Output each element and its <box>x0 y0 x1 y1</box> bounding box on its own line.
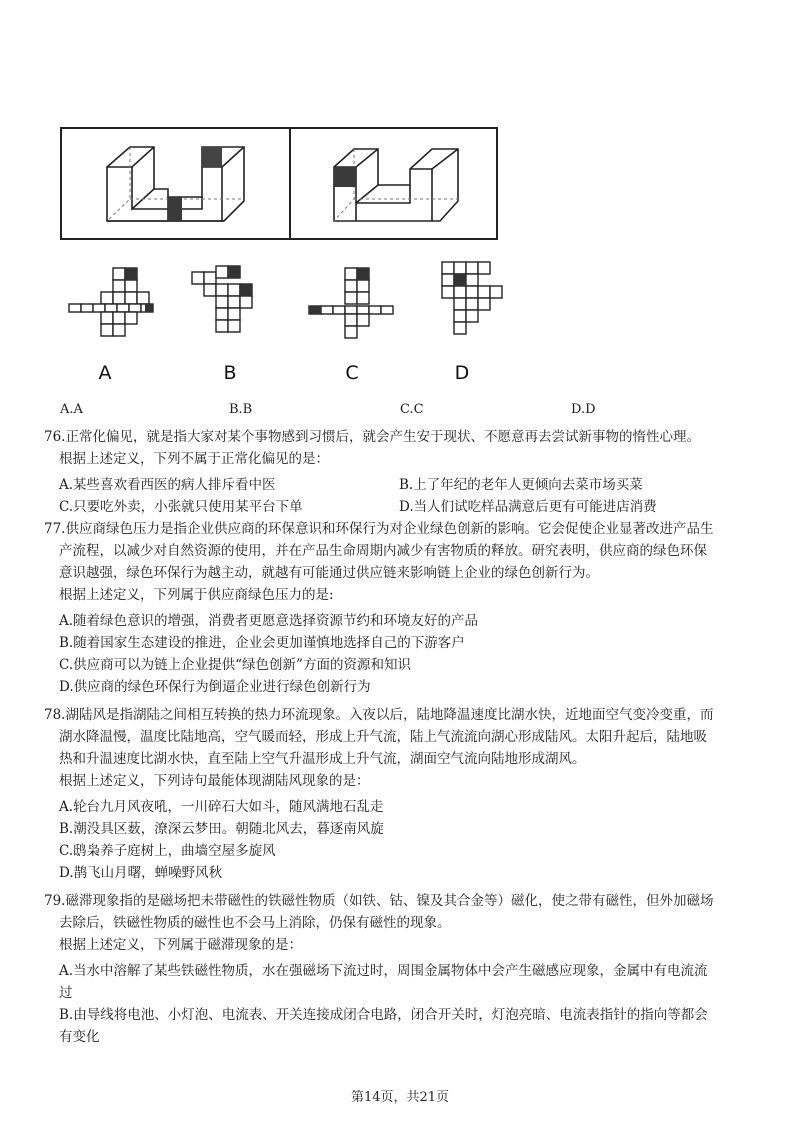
question-stem-line: 79.磁滞现象指的是磁场把未带磁性的铁磁性物质（如铁、钴、镍及其合金等）磁化，使之带有磁性，但外加磁场 <box>44 893 714 909</box>
option-c[interactable]: C.只要吃外卖，小张就只使用某平台下单 <box>59 499 303 515</box>
question-stem-line: 去除后，铁磁性物质的磁性也不会马上消除，仍保有磁性的现象。 <box>59 915 451 931</box>
option-d[interactable]: D.当人们试吃样品满意后更有可能进店消费 <box>399 499 657 515</box>
option-b[interactable]: B.潮没具区薮，潦深云梦田。朝随北风去，暮逐南风旋 <box>59 821 384 837</box>
question-stem-line: 77.供应商绿色压力是指企业供应商的环保意识和环保行为对企业绿色创新的影响。它会促使企业显著改进产品生 <box>44 521 714 537</box>
option-d[interactable]: D.供应商的绿色环保行为倒逼企业进行绿色创新行为 <box>59 679 371 695</box>
option-b[interactable]: B.上了年纪的老年人更倾向去菜市场买菜 <box>399 477 643 493</box>
question-prompt: 根据上述定义，下列诗句最能体现湖陆风现象的是： <box>59 773 370 789</box>
solid-right-icon <box>292 129 496 239</box>
answer-option-c[interactable]: C.C <box>400 402 424 417</box>
option-c[interactable]: C.供应商可以为链上企业提供“绿色创新”方面的资源和知识 <box>59 657 411 673</box>
option-b[interactable]: B.由导线将电池、小灯泡、电流表、开关连接成闭合电路，闭合开关时，灯泡亮暗、电流表指针的指向等都会 <box>59 1007 708 1023</box>
option-c[interactable]: C.鸱枭养子庭树上，曲墙空屋多旋风 <box>59 843 276 859</box>
net-label-a: A <box>98 362 112 384</box>
net-options <box>60 258 520 388</box>
option-a[interactable]: A.当水中溶解了某些铁磁性物质，水在强磁场下流过时，周围金属物体中会产生磁感应现象，金属中有电流流 <box>59 963 708 979</box>
option-b-continued: 有变化 <box>59 1029 100 1045</box>
question-77 <box>44 518 744 698</box>
answer-option-a[interactable]: A.A <box>60 402 83 417</box>
page-footer: 第14页，共21页 <box>350 1090 450 1105</box>
net-label-d: D <box>454 362 470 384</box>
option-a[interactable]: A.轮台九月风夜吼，一川碎石大如斗，随风满地石乱走 <box>59 799 384 815</box>
options-row <box>44 496 744 518</box>
q75-answer-options <box>60 402 620 422</box>
option-a[interactable]: A.某些喜欢看西医的病人排斥看中医 <box>59 477 276 493</box>
answer-option-d[interactable]: D.D <box>571 402 596 417</box>
option-a-continued: 过 <box>59 985 73 1001</box>
solid-figure-box <box>60 127 498 240</box>
question-stem: 76.正常化偏见，就是指大家对某个事物感到习惯后，就会产生安于现状、不愿意再去尝试新事物的惰性心理。 <box>44 429 700 445</box>
question-prompt: 根据上述定义，下列属于磁滞现象的是： <box>59 937 302 953</box>
option-a[interactable]: A.随着绿色意识的增强，消费者更愿意选择资源节约和环境友好的产品 <box>59 613 479 629</box>
net-d-icon <box>432 258 512 348</box>
net-c-icon <box>305 258 401 348</box>
question-prompt: 根据上述定义，下列不属于正常化偏见的是： <box>59 451 329 467</box>
net-b-icon <box>188 258 268 348</box>
question-stem-line: 意识越强，绿色环保行为越主动，就越有可能通过供应链来影响链上企业的绿色创新行为。 <box>59 565 599 581</box>
net-a-icon <box>65 258 161 348</box>
options-row <box>44 474 744 496</box>
question-78 <box>44 704 744 884</box>
option-d[interactable]: D.鹊飞山月曙，蝉噪野风秋 <box>59 865 223 881</box>
option-b[interactable]: B.随着国家生态建设的推进，企业会更加谨慎地选择自己的下游客户 <box>59 635 465 651</box>
figure-divider <box>289 129 291 238</box>
question-76 <box>44 426 744 518</box>
answer-option-b[interactable]: B.B <box>229 402 253 417</box>
net-label-c: C <box>345 362 359 384</box>
solid-left-icon <box>62 129 288 239</box>
net-label-b: B <box>223 362 237 384</box>
question-stem-line: 热和升温速度比湖水快，直至陆上空气升温形成上升气流，湖面空气流向陆地形成湖风。 <box>59 751 586 767</box>
question-79 <box>44 890 744 1048</box>
question-stem-line: 产流程，以减少对自然资源的使用，并在产品生命周期内减少有害物质的释放。研究表明，供应商的绿色环保 <box>59 543 707 559</box>
question-stem-line: 湖水降温慢，温度比陆地高，空气暖而轻，形成上升气流，陆上气流流向湖心形成陆风。太阳升起后，陆地吸 <box>59 729 707 745</box>
question-stem-line: 78.湖陆风是指湖陆之间相互转换的热力环流现象。入夜以后，陆地降温速度比湖水快，近地面空气变冷变重，而 <box>44 707 714 723</box>
question-prompt: 根据上述定义，下列属于供应商绿色压力的是: <box>59 587 334 603</box>
